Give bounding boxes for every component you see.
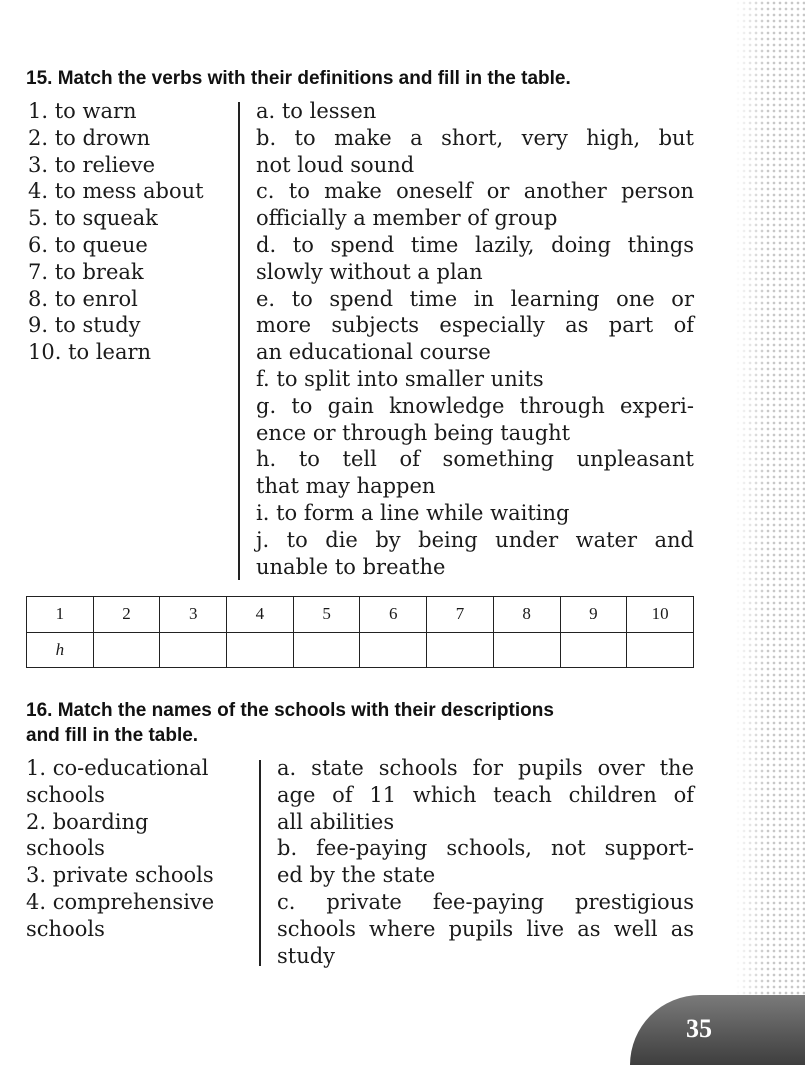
definition-line: unable to breathe <box>256 554 446 579</box>
table-answer-cell[interactable] <box>560 632 627 668</box>
school-name-line: schools <box>26 836 105 861</box>
definition-line: e. to spend time in learning one or <box>256 286 694 311</box>
table-header-cell: 10 <box>627 597 694 633</box>
school-description-line: age of 11 which teach children of <box>277 782 694 807</box>
verb-item: 10. to learn <box>28 340 152 365</box>
exercise-16-heading <box>26 698 706 748</box>
verbs-list <box>28 98 233 366</box>
table-answer-cell[interactable] <box>427 632 494 668</box>
definition-line: b. to make a short, very high, but <box>256 125 694 150</box>
table-header-cell: 4 <box>227 597 294 633</box>
definition-line: d. to spend time lazily, doing things <box>256 232 694 257</box>
exercise-16-heading-line: 16. Match the names of the schools with their descriptions <box>26 700 554 721</box>
definition-line: f. to split into smaller units <box>256 366 544 391</box>
table-answer-cell[interactable] <box>160 632 227 668</box>
table-answer-cell[interactable] <box>360 632 427 668</box>
school-description-line: all abilities <box>277 809 395 834</box>
school-description-line: study <box>277 943 336 968</box>
table-answer-row <box>27 632 694 668</box>
verb-item: 5. to squeak <box>28 206 158 231</box>
page-number-tab <box>630 995 805 1065</box>
school-description-line: c. private fee-paying prestigious <box>277 889 694 914</box>
table-header-cell: 9 <box>560 597 627 633</box>
exercise-16-heading-line: and fill in the table. <box>26 725 199 746</box>
table-answer-cell[interactable] <box>627 632 694 668</box>
school-name-line: schools <box>26 916 105 941</box>
definition-line: c. to make oneself or another person <box>256 179 694 204</box>
school-name-line: 2. boarding <box>26 809 149 834</box>
column-divider <box>259 760 261 966</box>
dotted-margin-pattern <box>735 0 805 1045</box>
definition-line: officially a member of group <box>256 206 558 231</box>
verb-item: 8. to enrol <box>28 286 138 311</box>
page-number: 35 <box>686 1014 712 1043</box>
table-header-row <box>27 597 694 633</box>
definition-line: more subjects especially as part of <box>256 313 694 338</box>
verb-item: 3. to relieve <box>28 152 156 177</box>
exercise-15-heading: 15. Match the verbs with their definitions and fill in the table. <box>26 68 571 89</box>
table-header-cell: 1 <box>27 597 94 633</box>
verb-item: 7. to break <box>28 259 144 284</box>
table-answer-cell[interactable] <box>93 632 160 668</box>
table-header-cell: 6 <box>360 597 427 633</box>
school-description-line: schools where pupils live as well as <box>277 916 694 941</box>
table-header-cell: 2 <box>93 597 160 633</box>
definition-line: slowly without a plan <box>256 259 483 284</box>
definitions-list <box>256 98 694 580</box>
column-divider <box>238 102 240 580</box>
school-names-list <box>26 755 251 943</box>
definition-line: ence or through being taught <box>256 420 571 445</box>
answer-table <box>26 596 694 668</box>
definition-line: g. to gain knowledge through experi- <box>256 393 694 418</box>
table-answer-cell[interactable] <box>493 632 560 668</box>
definition-line: that may happen <box>256 474 436 499</box>
definition-line: j. to die by being under water and <box>256 527 694 552</box>
school-descriptions-list <box>277 755 694 969</box>
school-name-line: 3. private schools <box>26 863 214 888</box>
school-description-line: ed by the state <box>277 863 436 888</box>
definition-line: a. to lessen <box>256 99 377 123</box>
table-answer-cell[interactable] <box>293 632 360 668</box>
definition-line: i. to form a line while waiting <box>256 500 570 525</box>
school-description-line: b. fee-paying schools, not support- <box>277 836 694 861</box>
school-name-line: 1. co-educational <box>26 756 209 780</box>
table-answer-cell[interactable] <box>227 632 294 668</box>
table-answer-cell[interactable]: h <box>27 632 94 668</box>
definition-line: an educational course <box>256 340 491 365</box>
verb-item: 2. to drown <box>28 125 151 150</box>
table-header-cell: 3 <box>160 597 227 633</box>
school-name-line: schools <box>26 782 105 807</box>
table-header-cell: 8 <box>493 597 560 633</box>
school-description-line: a. state schools for pupils over the <box>277 756 694 780</box>
verb-item: 9. to study <box>28 313 141 338</box>
verb-item: 1. to warn <box>28 99 137 123</box>
definition-line: h. to tell of something unpleasant <box>256 447 694 472</box>
school-name-line: 4. comprehensive <box>26 889 215 914</box>
verb-item: 6. to queue <box>28 232 148 257</box>
verb-item: 4. to mess about <box>28 179 204 204</box>
definition-line: not loud sound <box>256 152 415 177</box>
table-header-cell: 7 <box>427 597 494 633</box>
table-header-cell: 5 <box>293 597 360 633</box>
